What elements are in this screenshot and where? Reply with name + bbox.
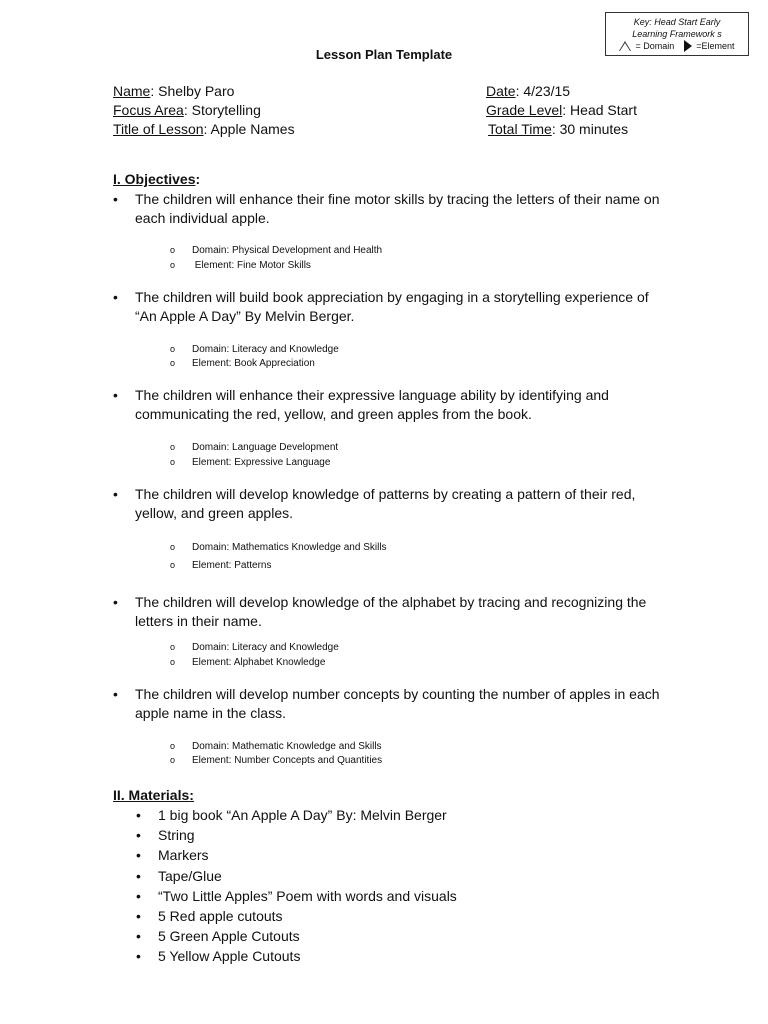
- objective-text: The children will enhance their expressive language ability by identifying and communicating the red, yellow, and green apples from the book.: [135, 387, 609, 422]
- bullet-icon: •: [113, 191, 118, 207]
- bullet-icon: •: [136, 908, 141, 925]
- material-item: [136, 906, 457, 926]
- bullet-icon: •: [136, 867, 141, 884]
- material-text: Tape/Glue: [158, 867, 222, 884]
- materials-heading-text: II. Materials: [113, 787, 190, 803]
- objective-element: [170, 655, 325, 670]
- materials-heading-suffix: :: [189, 787, 194, 803]
- objective-element: [170, 455, 330, 470]
- objective-element: [170, 753, 382, 768]
- objective-text: The children will develop knowledge of patterns by creating a pattern of their red, yellow, and green apples.: [135, 486, 636, 521]
- key-domain-label: = Domain: [635, 41, 675, 51]
- date-label: Date: [486, 83, 516, 99]
- bullet-icon: •: [136, 807, 141, 823]
- name-label: Name: [113, 83, 151, 99]
- grade-level-value: : Head Start: [562, 102, 637, 118]
- focus-area-row: [113, 101, 295, 120]
- name-row: [113, 82, 295, 101]
- objective-text: The children will develop knowledge of the alphabet by tracing and recognizing the letters in their name.: [135, 594, 647, 629]
- materials-list: [136, 805, 457, 967]
- material-text: String: [158, 827, 195, 844]
- material-item: [136, 866, 457, 886]
- element-text: Element: Alphabet Knowledge: [192, 657, 326, 668]
- total-time-label: Total Time: [488, 121, 552, 137]
- element-text: Element: Fine Motor Skills: [192, 260, 311, 271]
- objective-item: [113, 485, 673, 523]
- objective-text: The children will build book appreciation by engaging in a storytelling experience of “An Apple A Day” By Melvin Berger.: [135, 289, 649, 324]
- bullet-icon: •: [136, 827, 141, 844]
- objectives-heading: [113, 171, 200, 187]
- objective-item: [113, 386, 673, 424]
- bullet-icon: •: [113, 289, 118, 305]
- total-time-value: : 30 minutes: [551, 121, 629, 137]
- focus-area-label: Focus Area: [113, 102, 184, 118]
- key-line-1: Key: Head Start Early: [633, 17, 721, 27]
- domain-text: Domain: Mathematics Knowledge and Skills: [192, 542, 387, 553]
- bullet-icon: •: [113, 387, 118, 403]
- domain-text: Domain: Mathematic Knowledge and Skills: [192, 741, 382, 752]
- info-right-column: [486, 82, 637, 139]
- circle-bullet-icon: o: [170, 344, 176, 354]
- focus-area-value: : Storytelling: [183, 102, 261, 118]
- date-value: : 4/23/15: [515, 83, 571, 99]
- material-item: [136, 825, 457, 845]
- grade-level-row: [486, 101, 637, 120]
- key-element-label: =Element: [696, 41, 735, 51]
- objective-domain: [170, 342, 339, 357]
- element-text: Element: Expressive Language: [192, 457, 331, 468]
- objective-item: [113, 593, 673, 631]
- objective-domain: [170, 243, 382, 258]
- circle-bullet-icon: o: [170, 245, 176, 255]
- element-text: Element: Patterns: [192, 560, 272, 571]
- circle-bullet-icon: o: [170, 358, 176, 368]
- circle-bullet-icon: o: [170, 260, 176, 270]
- materials-heading: [113, 787, 194, 803]
- material-text: 5 Red apple cutouts: [158, 908, 283, 925]
- key-line-2: Learning Framework s: [632, 29, 722, 39]
- material-item: [136, 805, 457, 825]
- circle-bullet-icon: o: [170, 755, 176, 765]
- material-item: [136, 946, 457, 966]
- material-text: Markers: [158, 847, 209, 864]
- name-value: : Shelby Paro: [150, 83, 235, 99]
- objectives-heading-suffix: :: [195, 171, 201, 187]
- objective-item: [113, 190, 673, 228]
- objective-text: The children will enhance their fine motor skills by tracing the letters of their name on each individual apple.: [135, 191, 660, 226]
- bullet-icon: •: [136, 847, 141, 864]
- circle-bullet-icon: o: [170, 741, 176, 751]
- objective-domain: [170, 440, 338, 455]
- material-text: 5 Yellow Apple Cutouts: [158, 948, 301, 965]
- objective-element: [170, 356, 315, 371]
- material-item: [136, 886, 457, 906]
- element-text: Element: Book Appreciation: [192, 358, 315, 369]
- document-title: Lesson Plan Template: [315, 47, 453, 62]
- bullet-icon: •: [113, 686, 118, 702]
- bullet-icon: •: [113, 594, 118, 610]
- bullet-icon: •: [136, 948, 141, 965]
- domain-text: Domain: Literacy and Knowledge: [192, 642, 339, 653]
- bullet-icon: •: [113, 486, 118, 502]
- objective-text: The children will develop number concepts by counting the number of apples in each apple name in the class.: [135, 686, 660, 721]
- material-text: 1 big book “An Apple A Day” By: Melvin Berger: [158, 807, 447, 823]
- material-text: 5 Green Apple Cutouts: [158, 928, 300, 945]
- objective-element: [170, 258, 311, 273]
- objective-item: [113, 288, 673, 326]
- objectives-heading-text: I. Objectives: [113, 171, 196, 187]
- material-item: [136, 926, 457, 946]
- domain-text: Domain: Physical Development and Health: [192, 245, 383, 256]
- material-text: “Two Little Apples” Poem with words and visuals: [158, 887, 457, 904]
- circle-bullet-icon: o: [170, 542, 176, 552]
- lesson-title-value: : Apple Names: [203, 121, 295, 137]
- objective-item: [113, 685, 673, 723]
- bullet-icon: •: [136, 928, 141, 945]
- objective-element: [170, 558, 271, 573]
- objective-domain: [170, 640, 339, 655]
- total-time-row: [486, 120, 637, 139]
- circle-bullet-icon: o: [170, 457, 176, 467]
- material-item: [136, 845, 457, 865]
- circle-bullet-icon: o: [170, 657, 176, 667]
- domain-text: Domain: Language Development: [192, 442, 339, 453]
- domain-text: Domain: Literacy and Knowledge: [192, 344, 339, 355]
- element-text: Element: Number Concepts and Quantities: [192, 755, 383, 766]
- date-row: [486, 82, 637, 101]
- lesson-title-row: [113, 120, 295, 139]
- objective-domain: [170, 540, 387, 555]
- grade-level-label: Grade Level: [486, 102, 563, 118]
- circle-bullet-icon: o: [170, 642, 176, 652]
- circle-bullet-icon: o: [170, 442, 176, 452]
- lesson-title-label: Title of Lesson: [113, 121, 204, 137]
- info-left-column: [113, 82, 295, 139]
- objective-domain: [170, 739, 382, 754]
- bullet-icon: •: [136, 887, 141, 904]
- circle-bullet-icon: o: [170, 560, 176, 570]
